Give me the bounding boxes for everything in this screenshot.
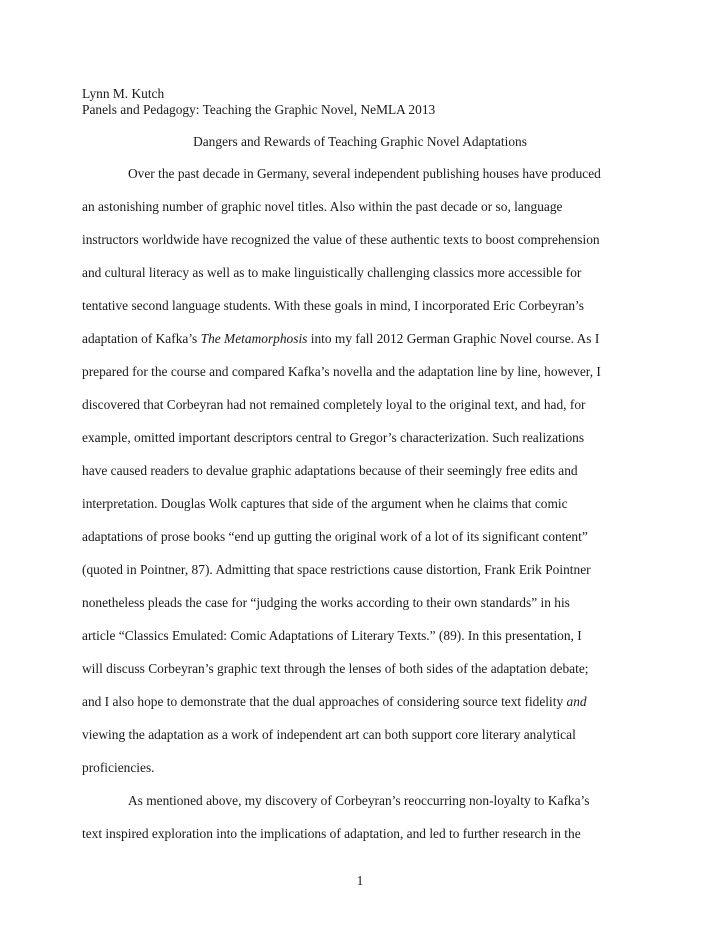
body-line: an astonishing number of graphic novel titles. Also within the past decade or so, language [82,199,563,214]
body-line: discovered that Corbeyran had not remained completely loyal to the original text, and had, for [82,397,586,412]
body-line: text inspired exploration into the implications of adaptation, and led to further research in the [82,826,581,841]
author-name: Lynn M. Kutch [82,86,165,101]
page-number: 1 [356,873,364,888]
body-text: and I also hope to demonstrate that the dual approaches of considering source text fidelity [82,694,567,709]
body-line: instructors worldwide have recognized the value of these authentic texts to boost comprehension [82,232,600,247]
body-line [82,694,587,710]
body-line: Over the past decade in Germany, several independent publishing houses have produced [128,166,601,181]
body-line: prepared for the course and compared Kafka’s novella and the adaptation line by line, however, I [82,364,601,379]
body-text: adaptation of Kafka’s [82,331,201,346]
body-line [82,331,599,347]
body-line: nonetheless pleads the case for “judging the works according to their own standards” in his [82,595,570,610]
body-line: interpretation. Douglas Wolk captures that side of the argument when he claims that comic [82,496,568,511]
body-line: tentative second language students. With these goals in mind, I incorporated Eric Corbeyran’s [82,298,584,313]
emphasis-italic: and [566,694,587,709]
body-line: and cultural literacy as well as to make linguistically challenging classics more accessible for [82,265,582,280]
body-line: adaptations of prose books “end up gutting the original work of a lot of its significant content” [82,529,588,544]
body-text: into my fall 2012 German Graphic Novel course. As I [307,331,600,346]
body-line: example, omitted important descriptors central to Gregor’s characterization. Such realizations [82,430,585,445]
body-line: viewing the adaptation as a work of independent art can both support core literary analytical [82,727,576,742]
body-line: As mentioned above, my discovery of Corbeyran’s reoccurring non-loyalty to Kafka’s [128,793,590,808]
paper-title: Dangers and Rewards of Teaching Graphic Novel Adaptations [193,134,527,149]
conference-context: Panels and Pedagogy: Teaching the Graphic Novel, NeMLA 2013 [82,102,436,117]
book-title-italic: The Metamorphosis [200,331,308,346]
body-line: have caused readers to devalue graphic adaptations because of their seemingly free edits and [82,463,578,478]
body-line: will discuss Corbeyran’s graphic text through the lenses of both sides of the adaptation debate; [82,661,589,676]
body-line: article “Classics Emulated: Comic Adaptations of Literary Texts.” (89). In this presentation, I [82,628,582,643]
body-line: proficiencies. [82,760,155,775]
body-line: (quoted in Pointner, 87). Admitting that space restrictions cause distortion, Frank Erik Pointner [82,562,591,577]
